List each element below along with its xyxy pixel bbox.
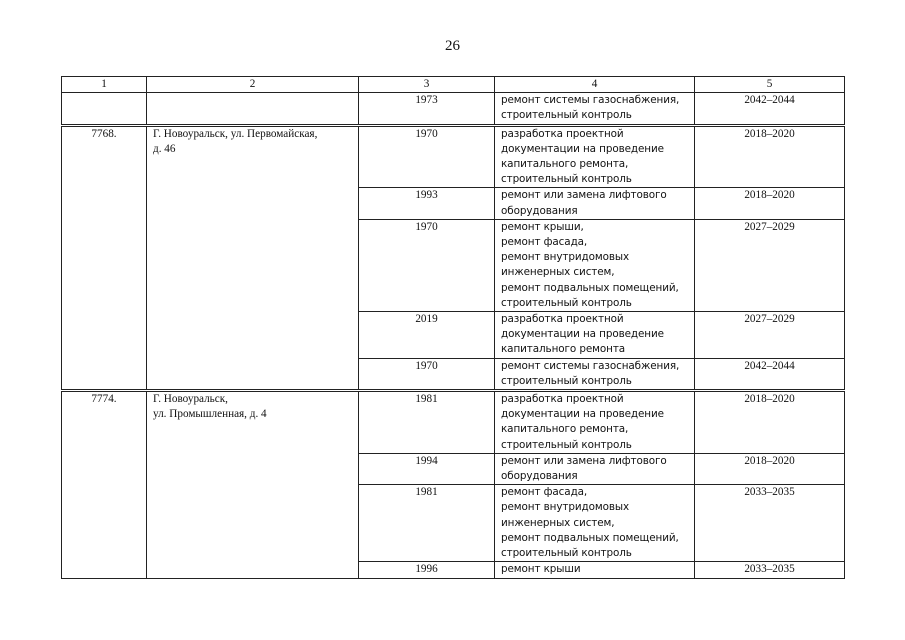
repair-schedule-table — [61, 76, 845, 579]
work-cell: ремонт крыши — [495, 562, 695, 578]
header-cell-2: 2 — [147, 77, 359, 93]
address-cell — [147, 93, 359, 124]
year-cell: 1970 — [359, 126, 495, 188]
table-row — [62, 126, 845, 188]
work-cell: разработка проектной документации на проведение капитального ремонта — [495, 312, 695, 359]
work-cell: ремонт фасада, ремонт внутридомовых инженерных систем, ремонт подвальных помещений, строительный контроль — [495, 485, 695, 562]
work-cell: ремонт крыши, ремонт фасада, ремонт внутридомовых инженерных систем, ремонт подвальных помещений, строительный контроль — [495, 219, 695, 311]
header-cell-1: 1 — [62, 77, 147, 93]
period-cell: 2018–2020 — [695, 392, 845, 454]
year-cell: 2019 — [359, 312, 495, 359]
table-row — [62, 93, 845, 124]
work-cell: разработка проектной документации на проведение капитального ремонта, строительный контроль — [495, 126, 695, 188]
year-cell: 1981 — [359, 485, 495, 562]
work-cell: ремонт системы газоснабжения, строительный контроль — [495, 93, 695, 124]
period-cell: 2042–2044 — [695, 93, 845, 124]
address-cell: Г. Новоуральск, ул. Первомайская, д. 46 — [147, 126, 359, 389]
number-cell: 7768. — [62, 126, 147, 389]
header-cell-3: 3 — [359, 77, 495, 93]
period-cell: 2033–2035 — [695, 562, 845, 578]
work-cell: ремонт или замена лифтового оборудования — [495, 453, 695, 484]
header-row — [62, 77, 845, 93]
year-cell: 1970 — [359, 358, 495, 389]
year-cell: 1993 — [359, 188, 495, 219]
period-cell: 2018–2020 — [695, 453, 845, 484]
year-cell: 1970 — [359, 219, 495, 311]
period-cell: 2027–2029 — [695, 219, 845, 311]
period-cell: 2018–2020 — [695, 188, 845, 219]
year-cell: 1973 — [359, 93, 495, 124]
year-cell: 1996 — [359, 562, 495, 578]
work-cell: разработка проектной документации на проведение капитального ремонта, строительный контроль — [495, 392, 695, 454]
work-cell: ремонт системы газоснабжения, строительный контроль — [495, 358, 695, 389]
period-cell: 2042–2044 — [695, 358, 845, 389]
period-cell: 2018–2020 — [695, 126, 845, 188]
address-cell: Г. Новоуральск, ул. Промышленная, д. 4 — [147, 392, 359, 578]
page-number: 26 — [445, 38, 460, 54]
number-cell: 7774. — [62, 392, 147, 578]
year-cell: 1994 — [359, 453, 495, 484]
table-row — [62, 392, 845, 454]
number-cell — [62, 93, 147, 124]
work-cell: ремонт или замена лифтового оборудования — [495, 188, 695, 219]
header-cell-5: 5 — [695, 77, 845, 93]
year-cell: 1981 — [359, 392, 495, 454]
period-cell: 2033–2035 — [695, 485, 845, 562]
period-cell: 2027–2029 — [695, 312, 845, 359]
header-cell-4: 4 — [495, 77, 695, 93]
